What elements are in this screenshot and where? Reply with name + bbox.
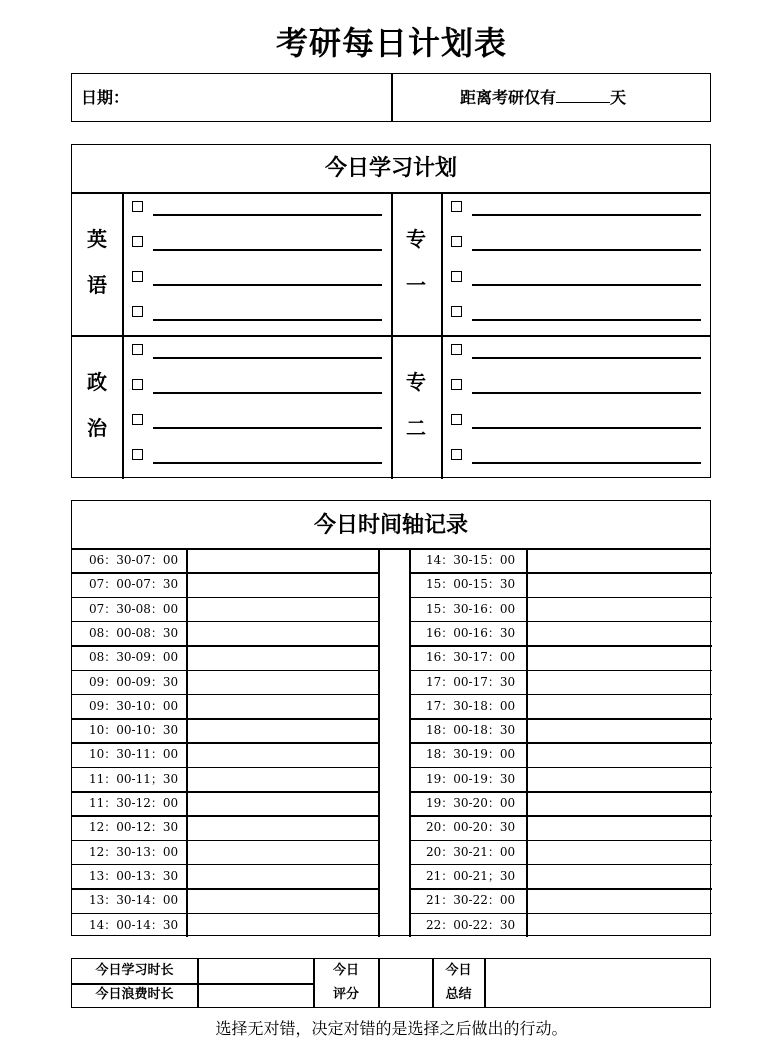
time-slot-entry[interactable] <box>528 645 709 669</box>
countdown <box>460 85 626 108</box>
time-slot-entry[interactable] <box>528 670 709 694</box>
checkbox-icon[interactable] <box>451 271 462 282</box>
date-label: 日期： <box>81 88 130 107</box>
time-slot-entry[interactable] <box>188 572 377 596</box>
task-item[interactable] <box>132 268 382 288</box>
time-slot-entry[interactable] <box>528 548 709 572</box>
time-slot-entry[interactable] <box>188 718 377 742</box>
task-line[interactable] <box>472 357 701 359</box>
task-line[interactable] <box>153 392 382 394</box>
subject-major-one: 专 一 <box>406 227 426 297</box>
time-slot-label: 07：00-07：30 <box>89 577 179 592</box>
time-slot-label: 12：00-12：30 <box>89 820 179 835</box>
time-slot-entry[interactable] <box>188 645 377 669</box>
time-slot-entry[interactable] <box>528 840 709 864</box>
time-slot-entry[interactable] <box>188 791 377 815</box>
task-item[interactable] <box>132 341 382 361</box>
time-slot-label: 15：00-15：30 <box>426 577 516 592</box>
time-slot-entry[interactable] <box>528 718 709 742</box>
task-line[interactable] <box>153 319 382 321</box>
time-slot-label: 17：00-17：30 <box>426 674 516 689</box>
checkbox-icon[interactable] <box>132 414 143 425</box>
time-slot-entry[interactable] <box>188 840 377 864</box>
time-slot-label: 13：00-13：30 <box>89 868 179 883</box>
time-slot-label: 15：30-16：00 <box>426 601 516 616</box>
time-slot-entry[interactable] <box>188 742 377 766</box>
time-slot-entry[interactable] <box>528 767 709 791</box>
summary-label-line2: 总结 <box>445 987 472 1002</box>
time-slot-entry[interactable] <box>188 621 377 645</box>
time-slot-entry[interactable] <box>188 767 377 791</box>
checkbox-icon[interactable] <box>132 236 143 247</box>
countdown-prefix: 距离考研仅有 <box>460 88 557 107</box>
time-slot-label: 12：30-13：00 <box>89 844 179 859</box>
countdown-suffix: 天 <box>610 88 627 107</box>
time-slot-entry[interactable] <box>188 670 377 694</box>
time-slot-label: 19：00-19：30 <box>426 771 516 786</box>
time-slot-entry[interactable] <box>528 597 709 621</box>
task-line[interactable] <box>472 249 701 251</box>
task-item[interactable] <box>451 446 701 466</box>
score-label-line2: 评分 <box>332 987 359 1002</box>
time-slot-label: 08：30-09：00 <box>89 650 179 665</box>
time-slot-label: 10：30-11：00 <box>89 747 179 762</box>
task-line[interactable] <box>153 427 382 429</box>
time-slot-label: 22：00-22：30 <box>426 917 516 932</box>
time-slot-label: 20：30-21：00 <box>426 844 516 859</box>
score-value[interactable] <box>379 959 432 1007</box>
time-slot-label: 10：00-10：30 <box>89 723 179 738</box>
checkbox-icon[interactable] <box>451 201 462 212</box>
study-time-value[interactable] <box>198 959 313 983</box>
time-slot-entry[interactable] <box>188 548 377 572</box>
checkbox-icon[interactable] <box>451 449 462 460</box>
time-slot-label: 11：00-11；30 <box>89 771 179 786</box>
time-slot-entry[interactable] <box>528 815 709 839</box>
task-item[interactable] <box>451 376 701 396</box>
checkbox-icon[interactable] <box>132 271 143 282</box>
task-item[interactable] <box>132 376 382 396</box>
task-item[interactable] <box>451 411 701 431</box>
task-item[interactable] <box>132 446 382 466</box>
time-slot-label: 19：30-20：00 <box>426 796 516 810</box>
summary-label-line1: 今日 <box>445 963 472 978</box>
time-slot-label: 16：30-17：00 <box>426 650 516 665</box>
task-item[interactable] <box>132 411 382 431</box>
checkbox-icon[interactable] <box>451 414 462 425</box>
checkbox-icon[interactable] <box>451 236 462 247</box>
waste-time-label: 今日浪费时长 <box>95 987 174 1002</box>
time-slot-entry[interactable] <box>528 694 709 718</box>
page-title: 考研每日计划表 <box>275 24 507 62</box>
task-item[interactable] <box>451 268 701 288</box>
countdown-blank[interactable] <box>556 88 610 103</box>
time-slot-entry[interactable] <box>188 913 377 937</box>
task-line[interactable] <box>153 357 382 359</box>
task-line[interactable] <box>472 284 701 286</box>
task-item[interactable] <box>451 233 701 253</box>
time-slot-label: 06：30-07：00 <box>89 553 179 567</box>
time-slot-label: 14：00-14：30 <box>89 917 179 932</box>
time-slot-label: 13：30-14：00 <box>89 893 179 908</box>
time-slot-label: 09：00-09：30 <box>89 674 179 689</box>
subject-politics: 政 治 <box>87 370 107 440</box>
time-slot-entry[interactable] <box>188 597 377 621</box>
study-plan-section <box>71 144 711 478</box>
time-slot-entry[interactable] <box>528 572 709 596</box>
task-item[interactable] <box>451 303 701 323</box>
task-item[interactable] <box>132 233 382 253</box>
task-line[interactable] <box>153 249 382 251</box>
task-line[interactable] <box>472 427 701 429</box>
study-time-label: 今日学习时长 <box>95 963 174 978</box>
summary-value[interactable] <box>485 959 710 1007</box>
time-slot-label: 14：30-15：00 <box>426 553 516 567</box>
time-slot-label: 07：30-08：00 <box>89 601 179 616</box>
task-item[interactable] <box>451 198 701 218</box>
time-slot-entry[interactable] <box>188 815 377 839</box>
time-slot-entry[interactable] <box>528 621 709 645</box>
time-slot-label: 11：30-12：00 <box>89 796 179 810</box>
time-slot-entry[interactable] <box>528 791 709 815</box>
task-item[interactable] <box>132 198 382 218</box>
task-line[interactable] <box>153 462 382 464</box>
time-slot-label: 18：30-19：00 <box>426 747 516 762</box>
time-slot-label: 17：30-18：00 <box>426 698 516 713</box>
checkbox-icon[interactable] <box>451 344 462 355</box>
time-slot-label: 09：30-10：00 <box>89 698 179 713</box>
time-slot-entry[interactable] <box>188 888 377 912</box>
footer-summary <box>71 958 711 1008</box>
score-label-line1: 今日 <box>332 963 359 978</box>
task-line[interactable] <box>153 284 382 286</box>
header-info <box>71 73 711 122</box>
task-line[interactable] <box>472 214 701 216</box>
task-line[interactable] <box>153 214 382 216</box>
time-slot-entry[interactable] <box>188 864 377 888</box>
checkbox-icon[interactable] <box>132 449 143 460</box>
time-slot-entry[interactable] <box>528 888 709 912</box>
motto-quote: 选择无对错，决定对错的是选择之后做出的行动。 <box>215 1019 568 1038</box>
time-slot-label: 20：00-20：30 <box>426 820 516 835</box>
task-line[interactable] <box>472 319 701 321</box>
task-line[interactable] <box>472 462 701 464</box>
time-slot-label: 21：00-21；30 <box>426 868 516 883</box>
task-line[interactable] <box>472 392 701 394</box>
checkbox-icon[interactable] <box>451 379 462 390</box>
time-slot-label: 18：00-18：30 <box>426 723 516 738</box>
task-item[interactable] <box>132 303 382 323</box>
time-slot-label: 16：00-16：30 <box>426 625 516 640</box>
time-slot-label: 08：00-08：30 <box>89 625 179 640</box>
time-slot-entry[interactable] <box>528 742 709 766</box>
waste-time-value[interactable] <box>198 983 313 1007</box>
time-slot-label: 21：30-22：00 <box>426 893 516 908</box>
time-slot-entry[interactable] <box>528 913 709 937</box>
task-item[interactable] <box>451 341 701 361</box>
subject-major-two: 专 二 <box>406 370 426 440</box>
checkbox-icon[interactable] <box>451 306 462 317</box>
checkbox-icon[interactable] <box>132 306 143 317</box>
timeline-section <box>71 500 711 936</box>
time-slot-entry[interactable] <box>528 864 709 888</box>
time-slot-entry[interactable] <box>188 694 377 718</box>
study-plan-title: 今日学习计划 <box>324 156 457 181</box>
subject-english: 英 语 <box>87 227 107 297</box>
timeline-title: 今日时间轴记录 <box>313 513 468 538</box>
checkbox-icon[interactable] <box>132 379 143 390</box>
checkbox-icon[interactable] <box>132 344 143 355</box>
checkbox-icon[interactable] <box>132 201 143 212</box>
